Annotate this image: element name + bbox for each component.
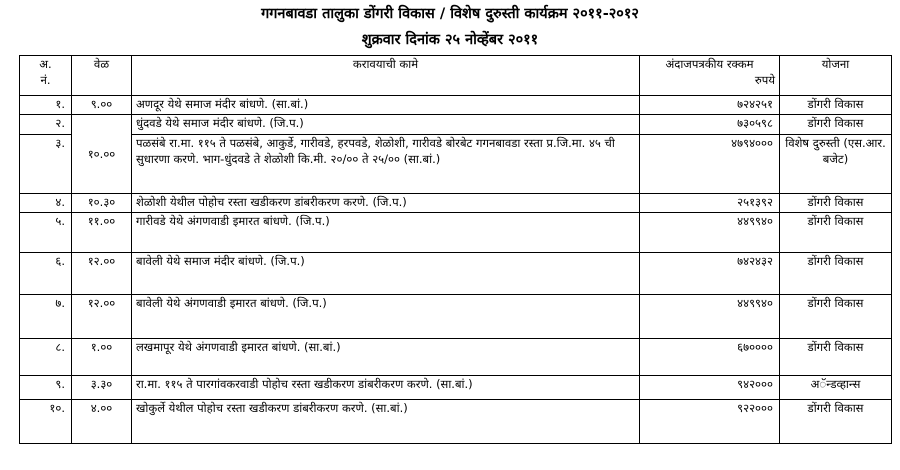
header-amount: अंदाजपत्रकीय रक्कम रुपये [640, 56, 780, 96]
table-row [20, 115, 892, 135]
row-serial: २. [20, 115, 72, 135]
row-serial: ३. [20, 135, 72, 194]
table-header-row [20, 56, 892, 96]
table-row [20, 135, 892, 194]
row-amount: ९४२००० [640, 376, 780, 400]
row-scheme: डोंगरी विकास [780, 339, 892, 376]
table-row [20, 400, 892, 444]
row-time: १२.०० [72, 253, 132, 295]
row-work: रा.मा. ११५ ते पारगांवकरवाडी पोहोच रस्ता खडीकरण डांबरीकरण करणे. (सा.बां.) [132, 376, 640, 400]
row-serial: ८. [20, 339, 72, 376]
row-amount: ९२२००० [640, 400, 780, 444]
table-row [20, 295, 892, 339]
table-row [20, 376, 892, 400]
row-serial: ६. [20, 253, 72, 295]
row-time: १.०० [72, 339, 132, 376]
works-table [19, 55, 892, 444]
row-scheme: डोंगरी विकास [780, 295, 892, 339]
header-serial: अ. नं. [20, 56, 72, 96]
row-scheme: डोंगरी विकास [780, 115, 892, 135]
document-title: गगनबावडा तालुका डोंगरी विकास / विशेष दुरुस्ती कार्यक्रम २०११-२०१२ [261, 6, 639, 22]
row-scheme: अॅन्डव्हान्स [780, 376, 892, 400]
document-subtitle: शुक्रवार दिनांक २५ नोव्हेंबर २०११ [361, 32, 539, 48]
table-row [20, 194, 892, 213]
row-serial: १. [20, 96, 72, 115]
row-work: शेळोशी येथील पोहोच रस्ता खडीकरण डांबरीकरण करणे. (जि.प.) [132, 194, 640, 213]
row-work: धुंदवडे येथे समाज मंदीर बांधणे. (जि.प.) [132, 115, 640, 135]
row-serial: १०. [20, 400, 72, 444]
row-time: ३.३० [72, 376, 132, 400]
table-row [20, 339, 892, 376]
row-time: १२.०० [72, 295, 132, 339]
table-row [20, 213, 892, 253]
row-scheme: डोंगरी विकास [780, 213, 892, 253]
row-amount: ७४२४३२ [640, 253, 780, 295]
row-amount: ७२४२५१ [640, 96, 780, 115]
row-work: लखमापूर येथे अंगणवाडी इमारत बांधणे. (सा.बां.) [132, 339, 640, 376]
row-scheme: डोंगरी विकास [780, 194, 892, 213]
row-amount: ४७९४००० [640, 135, 780, 194]
row-time: ११.०० [72, 213, 132, 253]
row-amount: २५१३९२ [640, 194, 780, 213]
row-work: खोकुर्ले येथील पोहोच रस्ता खडीकरण डांबरीकरण करणे. (सा.बां.) [132, 400, 640, 444]
row-work: बावेली येथे अंगणवाडी इमारत बांधणे. (जि.प.) [132, 295, 640, 339]
header-time: वेळ [72, 56, 132, 96]
header-work: करावयाची कामे [132, 56, 640, 96]
row-work: अणदूर येथे समाज मंदीर बांधणे. (सा.बां.) [132, 96, 640, 115]
row-amount: ४४९९४० [640, 295, 780, 339]
row-work: बावेली येथे समाज मंदीर बांधणे. (जि.प.) [132, 253, 640, 295]
row-time: ४.०० [72, 400, 132, 444]
row-work: पळसंबे रा.मा. ११५ ते पळसंबे, आकुर्डे, गारीवडे, हरपवडे, शेळोशी, गारीवडे बोरबेट गगनबावडा रस्ता प्र.जि.मा. ४५ ची सुधारणा करणे. भाग-धुंदवडे ते शेळोशी कि.मी. २०/०० ते २५/०० (सा.बां.) [132, 135, 640, 194]
header-scheme: योजना [780, 56, 892, 96]
row-amount: ४४९९४० [640, 213, 780, 253]
row-serial: ५. [20, 213, 72, 253]
row-serial: ४. [20, 194, 72, 213]
row-time: १०.०० [72, 115, 132, 194]
row-time: ९.०० [72, 96, 132, 115]
row-work: गारीवडे येथे अंगणवाडी इमारत बांधणे. (जि.प.) [132, 213, 640, 253]
row-serial: ७. [20, 295, 72, 339]
row-scheme: डोंगरी विकास [780, 253, 892, 295]
row-scheme: डोंगरी विकास [780, 96, 892, 115]
row-scheme: विशेष दुरुस्ती (एस.आर. बजेट) [780, 135, 892, 194]
row-time: १०.३० [72, 194, 132, 213]
row-amount: ६७०००० [640, 339, 780, 376]
row-scheme: डोंगरी विकास [780, 400, 892, 444]
table-row [20, 253, 892, 295]
row-serial: ९. [20, 376, 72, 400]
row-amount: ७३०५९८ [640, 115, 780, 135]
table-row [20, 96, 892, 115]
